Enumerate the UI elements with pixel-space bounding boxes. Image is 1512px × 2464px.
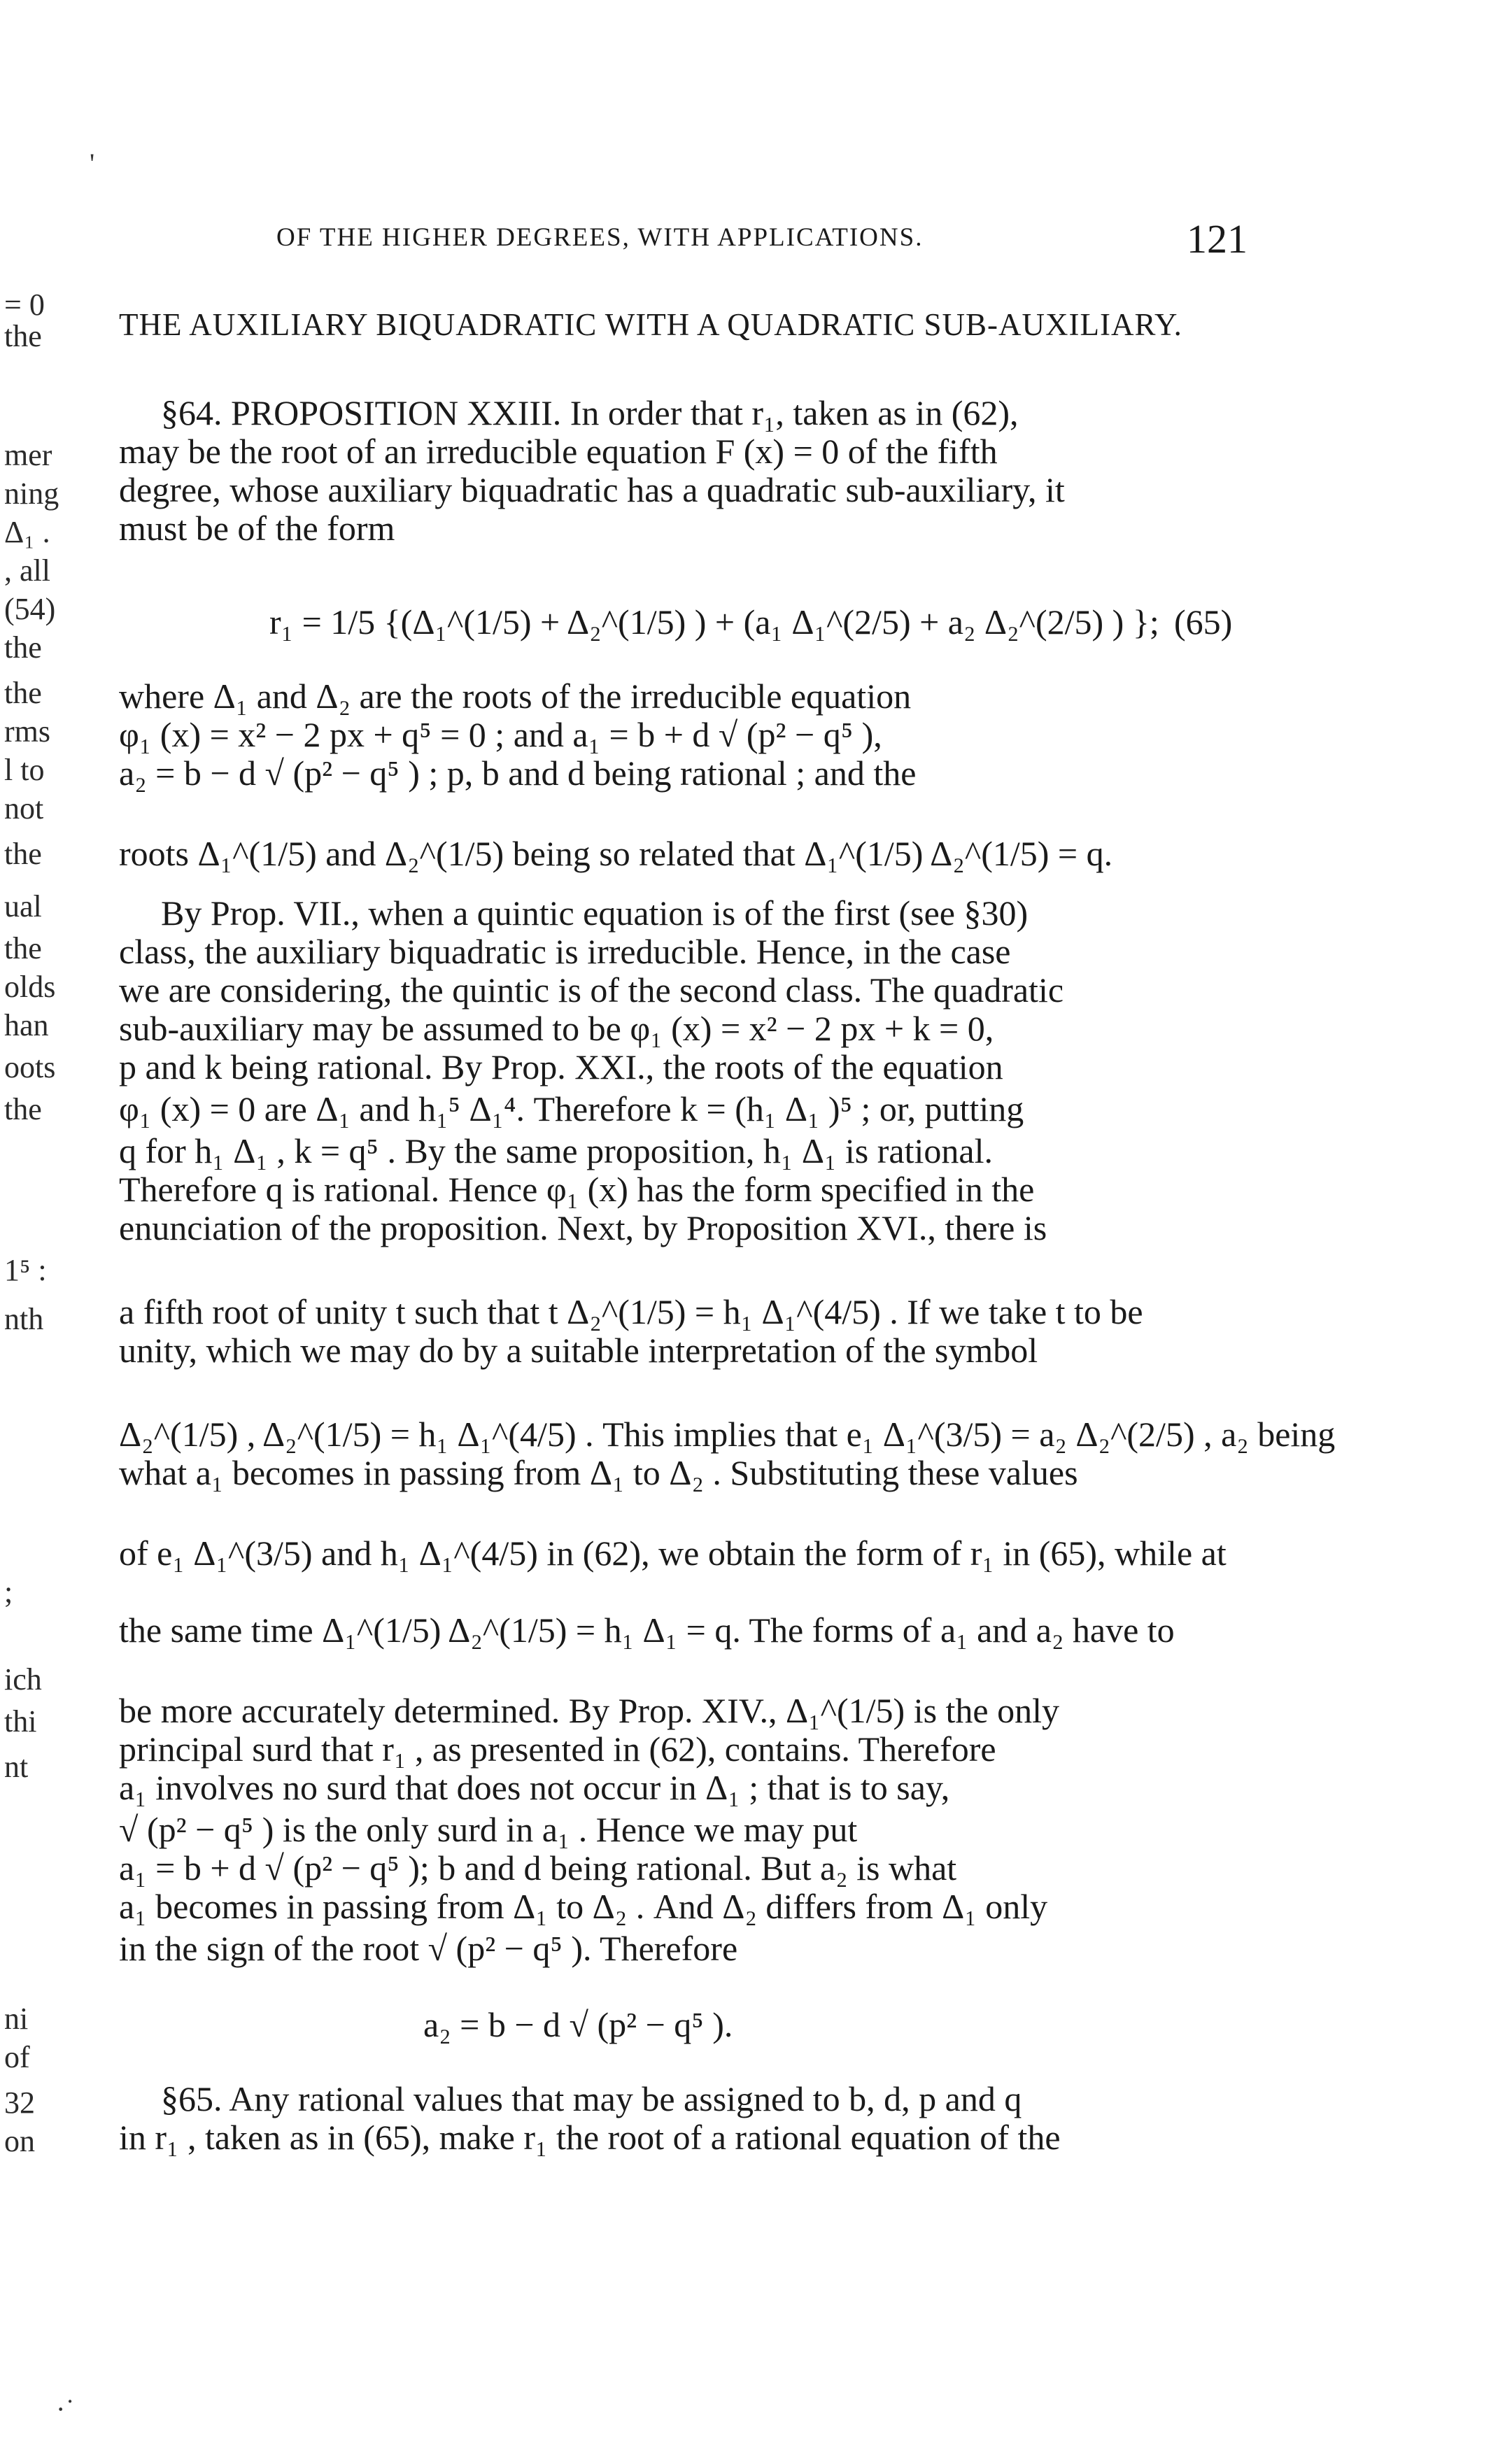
text-line: §65. Any rational values that may be assigned to b, d, p and q	[161, 2079, 1022, 2118]
text-line: a₁ becomes in passing from Δ₁ to Δ₂ . And Δ₂ differs from Δ₁ only	[119, 1887, 1048, 1926]
margin-fragment: rms	[4, 714, 50, 749]
text-line: of e₁ Δ₁^(3/5) and h₁ Δ₁^(4/5) in (62), we obtain the form of r₁ in (65), while at	[119, 1534, 1227, 1573]
margin-fragment: nt	[4, 1750, 29, 1784]
margin-fragment: mer	[4, 438, 52, 472]
margin-fragment: of	[4, 2040, 30, 2074]
text-line: a fifth root of unity t such that t Δ₂^(1/5) = h₁ Δ₁^(4/5) . If we take t to be	[119, 1292, 1143, 1331]
text-line: principal surd that r₁ , as presented in (62), contains. Therefore	[119, 1729, 996, 1769]
text-line: a₁ = b + d √ (p² − q⁵ ); b and d being rational. But a₂ is what	[119, 1848, 957, 1888]
text-line: must be of the form	[119, 509, 395, 548]
text-line: By Prop. VII., when a quintic equation is of the first (see §30)	[161, 893, 1029, 933]
text-line: what a₁ becomes in passing from Δ₁ to Δ₂ . Substituting these values	[119, 1453, 1078, 1492]
margin-fragment: the	[4, 837, 42, 871]
margin-fragment: ning	[4, 476, 59, 511]
text-line: φ₁ (x) = x² − 2 px + q⁵ = 0 ; and a₁ = b + d √ (p² − q⁵ ),	[119, 715, 882, 754]
text-line: unity, which we may do by a suitable interpretation of the symbol	[119, 1331, 1038, 1370]
margin-fragment: han	[4, 1008, 49, 1042]
margin-fragment: ni	[4, 2002, 29, 2036]
margin-fragment: = 0	[4, 288, 45, 322]
text-line: in r₁ , taken as in (65), make r₁ the root of a rational equation of the	[119, 2118, 1061, 2157]
text-line: be more accurately determined. By Prop. XIV., Δ₁^(1/5) is the only	[119, 1691, 1060, 1730]
text-line: q for h₁ Δ₁ , k = q⁵ . By the same proposition, h₁ Δ₁ is rational.	[119, 1131, 993, 1170]
margin-fragment: ;	[4, 1575, 13, 1609]
text-line: the same time Δ₁^(1/5) Δ₂^(1/5) = h₁ Δ₁ = q. The forms of a₁ and a₂ have to	[119, 1610, 1175, 1650]
margin-fragment: the	[4, 630, 42, 665]
running-head: OF THE HIGHER DEGREES, WITH APPLICATIONS.	[276, 223, 924, 252]
text-line: Therefore q is rational. Hence φ₁ (x) has the form specified in the	[119, 1170, 1035, 1209]
text-line: §64. PROPOSITION XXIII. In order that r₁, taken as in (62),	[161, 393, 1019, 432]
stray-mark: ·˙	[56, 2393, 75, 2425]
margin-fragment: the	[4, 931, 42, 965]
margin-fragment: nth	[4, 1302, 44, 1336]
margin-fragment: , all	[4, 553, 50, 588]
text-line: roots Δ₁^(1/5) and Δ₂^(1/5) being so related that Δ₁^(1/5) Δ₂^(1/5) = q.	[119, 834, 1113, 873]
margin-fragment: not	[4, 791, 44, 826]
text-line: a₁ involves no surd that does not occur in Δ₁ ; that is to say,	[119, 1768, 950, 1807]
margin-fragment: ual	[4, 889, 42, 923]
margin-fragment: on	[4, 2124, 35, 2158]
text-line: φ₁ (x) = 0 are Δ₁ and h₁⁵ Δ₁⁴. Therefore k = (h₁ Δ₁ )⁵ ; or, putting	[119, 1089, 1024, 1128]
section-heading: THE AUXILIARY BIQUADRATIC WITH A QUADRATIC SUB-AUXILIARY.	[119, 307, 1182, 342]
margin-fragment: the	[4, 1092, 42, 1126]
text-line: enunciation of the proposition. Next, by Proposition XVI., there is	[119, 1208, 1047, 1247]
text-line: may be the root of an irreducible equation F (x) = 0 of the fifth	[119, 432, 998, 471]
equation-number: (65)	[1174, 602, 1233, 642]
margin-fragment: 1⁵ :	[4, 1253, 47, 1287]
page-number: 121	[1187, 216, 1248, 262]
equation-65: r₁ = 1/5 {(Δ₁^(1/5) + Δ₂^(1/5) ) + (a₁ Δ₁^(2/5) + a₂ Δ₂^(2/5) ) };	[269, 602, 1159, 642]
margin-fragment: 32	[4, 2086, 35, 2120]
margin-fragment: the	[4, 319, 42, 353]
text-line: where Δ₁ and Δ₂ are the roots of the irreducible equation	[119, 677, 912, 716]
margin-fragment: oots	[4, 1050, 56, 1084]
equation-a2: a₂ = b − d √ (p² − q⁵ ).	[423, 2005, 733, 2044]
text-line: degree, whose auxiliary biquadratic has a quadratic sub-auxiliary, it	[119, 470, 1065, 509]
margin-fragment: olds	[4, 970, 56, 1004]
text-line: a₂ = b − d √ (p² − q⁵ ) ; p, b and d being rational ; and the	[119, 753, 917, 793]
stray-mark: '	[90, 148, 95, 179]
text-line: p and k being rational. By Prop. XXI., the roots of the equation	[119, 1047, 1003, 1086]
text-line: we are considering, the quintic is of the second class. The quadratic	[119, 970, 1064, 1010]
margin-fragment: the	[4, 676, 42, 710]
text-line: √ (p² − q⁵ ) is the only surd in a₁ . Hence we may put	[119, 1810, 858, 1849]
text-line: in the sign of the root √ (p² − q⁵ ). Therefore	[119, 1929, 738, 1968]
text-line: sub-auxiliary may be assumed to be φ₁ (x) = x² − 2 px + k = 0,	[119, 1009, 994, 1048]
margin-fragment: l to	[4, 753, 45, 787]
margin-fragment: Δ₁ .	[4, 515, 50, 549]
margin-fragment: (54)	[4, 592, 56, 626]
margin-fragment: ich	[4, 1662, 42, 1697]
text-line: Δ₂^(1/5) , Δ₂^(1/5) = h₁ Δ₁^(4/5) . This implies that e₁ Δ₁^(3/5) = a₂ Δ₂^(2/5) , a₂ being	[119, 1415, 1336, 1454]
margin-fragment: thi	[4, 1704, 37, 1739]
text-line: class, the auxiliary biquadratic is irreducible. Hence, in the case	[119, 932, 1011, 971]
